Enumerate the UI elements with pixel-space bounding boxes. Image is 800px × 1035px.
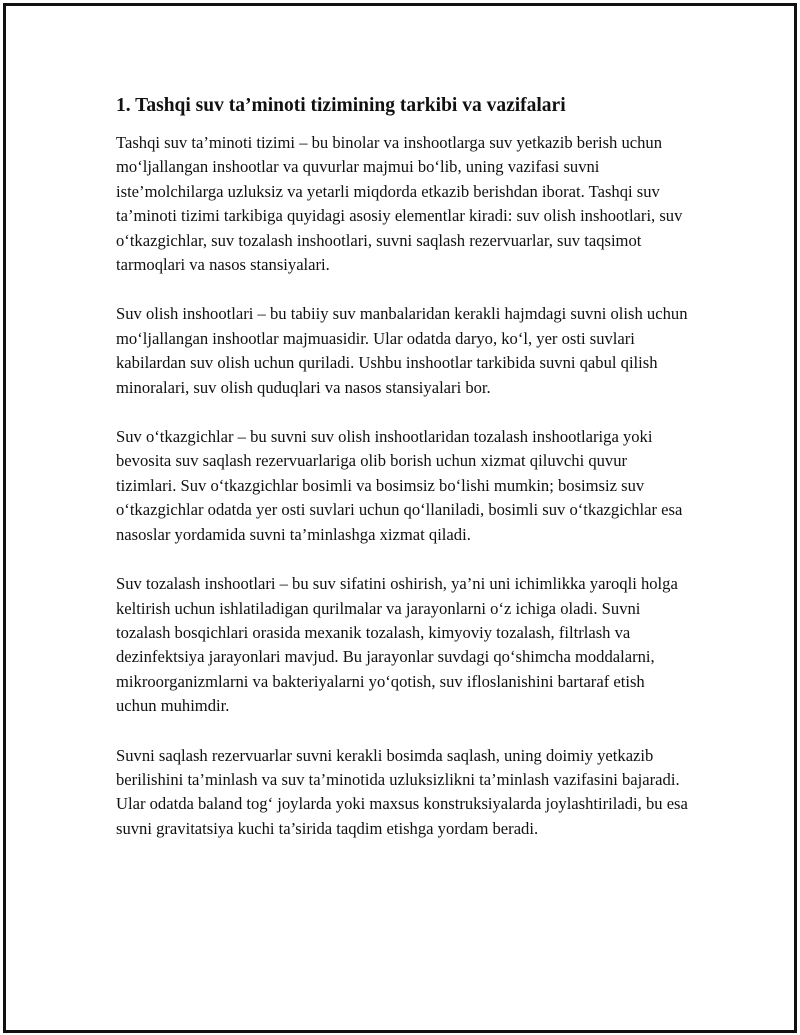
paragraph-water-intake: Suv olish inshootlari – bu tabiiy suv manbalaridan kerakli hajmdagi suvni olish uchun mo‘ljallangan inshootlar majmuasidir. Ular odatda daryo, ko‘l, yer osti suvlari kabilardan suv olish uchun quriladi. Ushbu inshootlar tarkibida suvni qabul qilish minoralari, suv olish quduqlari va nasos stansiyalari bor. xyxy=(116,304,688,397)
section-heading: 1. Tashqi suv ta’minoti tizimining tarkibi va vazifalari xyxy=(116,95,566,116)
document-body xyxy=(116,92,688,866)
paragraph-treatment: Suv tozalash inshootlari – bu suv sifatini oshirish, ya’ni uni ichimlikka yaroqli holga keltirish uchun ishlatiladigan qurilmalar va jarayonlarni o‘z ichiga oladi. Suvni tozalash bosqichlari orasida mexanik tozalash, kimyoviy tozalash, filtrlash va dezinfektsiya jarayonlari mavjud. Bu jarayonlar suvdagi qo‘shimcha moddalarni, mikroorganizmlarni va bakteriyalarni yo‘qotish, suv ifloslanishini bartaraf etish uchun muhimdir. xyxy=(116,574,678,716)
paragraph-reservoirs: Suvni saqlash rezervuarlar suvni kerakli bosimda saqlash, uning doimiy yetkazib berilishini ta’minlash va suv ta’minotida uzluksizlikni ta’minlash vazifasini bajaradi. Ular odatda baland tog‘ joylarda yoki maxsus konstruksiyalarda joylashtiriladi, bu esa suvni gravitatsiya kuchi ta’sirida taqdim etishga yordam beradi. xyxy=(116,745,688,838)
paragraph-intro: Tashqi suv ta’minoti tizimi – bu binolar va inshootlarga suv yetkazib berish uchun mo‘ljallangan inshootlar va quvurlar majmui bo‘lib, uning vazifasi suvni iste’molchilarga uzluksiz va yetarli miqdorda etkazib berishdan iborat. Tashqi suv ta’minoti tizimi tarkibiga quyidagi asosiy elementlar kiradi: suv olish inshootlari, suv o‘tkazgichlar, suv tozalash inshootlari, suvni saqlash rezervuarlar, suv taqsimot tarmoqlari va nasos stansiyalari. xyxy=(116,133,683,275)
paragraph-conduits: Suv o‘tkazgichlar – bu suvni suv olish inshootlaridan tozalash inshootlariga yoki bevosita suv saqlash rezervuarlariga olib borish uchun xizmat qiluvchi quvur tizimlari. Suv o‘tkazgichlar bosimli va bosimsiz bo‘lishi mumkin; bosimsiz suv o‘tkazgichlar odatda yer osti suvlari uchun qo‘llaniladi, bosimli suv o‘tkazgichlar esa nasoslar yordamida suvni ta’minlashga xizmat qiladi. xyxy=(116,427,683,544)
